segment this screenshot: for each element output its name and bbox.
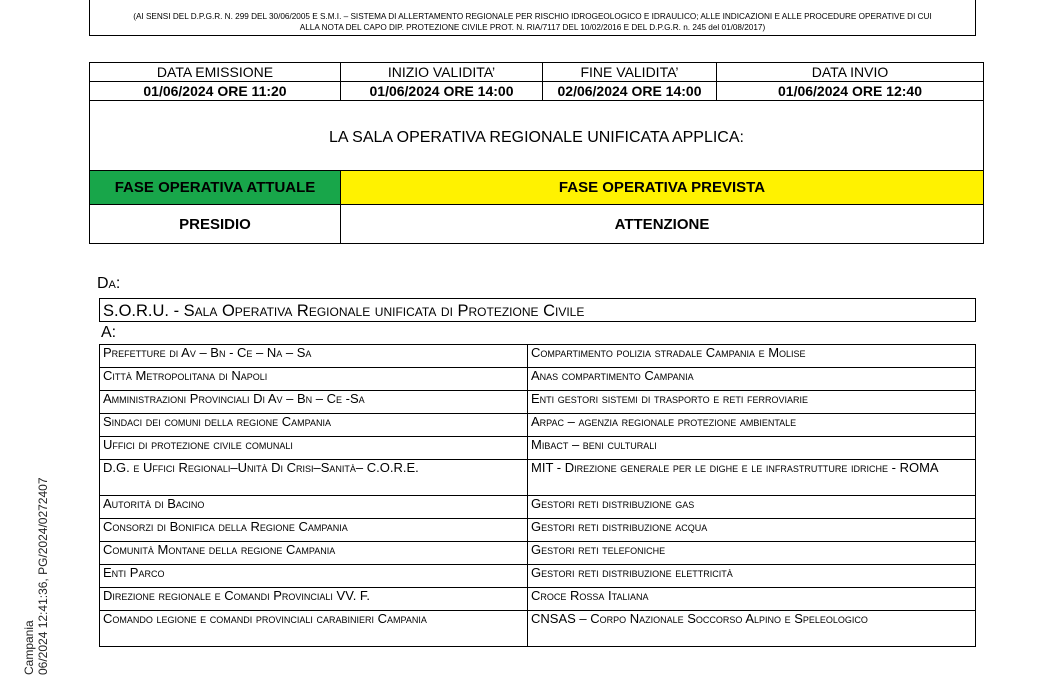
recipient-right: MIT - Direzione generale per le dighe e le infrastrutture idriche - ROMA xyxy=(528,460,976,496)
recipient-row xyxy=(100,345,976,368)
recipient-row xyxy=(100,414,976,437)
recipient-right: Gestori reti distribuzione gas xyxy=(528,496,976,519)
recipient-row xyxy=(100,519,976,542)
protocol-stamp xyxy=(22,477,50,675)
to-label: A: xyxy=(101,324,117,341)
recipient-left: Sindaci dei comuni della regione Campania xyxy=(100,414,528,437)
recipient-left: Uffici di protezione civile comunali xyxy=(100,437,528,460)
current-phase-value: PRESIDIO xyxy=(90,205,341,244)
recipient-left: Comunità Montane della regione Campania xyxy=(100,542,528,565)
recipient-right: Compartimento polizia stradale Campania e Molise xyxy=(528,345,976,368)
recipient-right: Anas compartimento Campania xyxy=(528,368,976,391)
forecast-phase-label: FASE OPERATIVA PREVISTA xyxy=(341,171,984,205)
recipient-left: Autorità di Bacino xyxy=(100,496,528,519)
recipient-right: Arpac – agenzia regionale protezione ambientale xyxy=(528,414,976,437)
phase-labels-row xyxy=(90,171,984,205)
value-data-emissione: 01/06/2024 ORE 11:20 xyxy=(90,82,341,101)
stamp-line-2: 06/2024 12:41:36, PG/2024/0272407 xyxy=(36,477,50,675)
header-line-1: (AI SENSI DEL D.P.G.R. N. 299 DEL 30/06/2005 E S.M.I. – SISTEMA DI ALLERTAMENTO REGIONALE PER RISCHIO IDROGEOLOGICO E IDRAULICO; ALLE INDICAZIONI E ALLE PROCEDURE OPERATIVE DI CUI xyxy=(133,12,932,21)
recipient-row xyxy=(100,368,976,391)
recipients-table xyxy=(99,344,976,647)
recipient-row xyxy=(100,391,976,414)
stamp-line-1: Campania xyxy=(22,620,36,675)
applica-row xyxy=(90,101,984,171)
value-data-invio: 01/06/2024 ORE 12:40 xyxy=(717,82,984,101)
recipient-row xyxy=(100,496,976,519)
recipient-row xyxy=(100,542,976,565)
label-fine-validita: FINE VALIDITA’ xyxy=(543,63,717,82)
recipient-row xyxy=(100,588,976,611)
phase-values-row xyxy=(90,205,984,244)
label-inizio-validita: INIZIO VALIDITA’ xyxy=(341,63,543,82)
from-value: S.O.R.U. - Sala Operativa Regionale unificata di Protezione Civile xyxy=(99,298,976,322)
recipient-right: Croce Rossa Italiana xyxy=(528,588,976,611)
recipient-row xyxy=(100,460,976,496)
validity-table xyxy=(89,62,984,244)
recipient-left: D.G. e Uffici Regionali–Unità Di Crisi–Sanità– C.O.R.E. xyxy=(100,460,528,496)
recipient-left: Comando legione e comandi provinciali carabinieri Campania xyxy=(100,611,528,647)
value-inizio-validita: 01/06/2024 ORE 14:00 xyxy=(341,82,543,101)
recipient-row xyxy=(100,565,976,588)
from-label: Da: xyxy=(97,275,121,292)
forecast-phase-value: ATTENZIONE xyxy=(341,205,984,244)
header-box xyxy=(89,0,976,36)
validity-values-row xyxy=(90,82,984,101)
recipient-row xyxy=(100,437,976,460)
recipient-right: Enti gestori sistemi di trasporto e reti ferroviarie xyxy=(528,391,976,414)
label-data-emissione: DATA EMISSIONE xyxy=(90,63,341,82)
recipient-right: CNSAS – Corpo Nazionale Soccorso Alpino e Speleologico xyxy=(528,611,976,647)
applica-text: LA SALA OPERATIVA REGIONALE UNIFICATA APPLICA: xyxy=(90,101,984,171)
value-fine-validita: 02/06/2024 ORE 14:00 xyxy=(543,82,717,101)
recipient-right: Gestori reti distribuzione acqua xyxy=(528,519,976,542)
recipient-left: Città Metropolitana di Napoli xyxy=(100,368,528,391)
current-phase-label: FASE OPERATIVA ATTUALE xyxy=(90,171,341,205)
recipient-left: Consorzi di Bonifica della Regione Campania xyxy=(100,519,528,542)
recipient-right: Gestori reti telefoniche xyxy=(528,542,976,565)
validity-labels-row xyxy=(90,63,984,82)
recipient-row xyxy=(100,611,976,647)
recipient-left: Enti Parco xyxy=(100,565,528,588)
label-data-invio: DATA INVIO xyxy=(717,63,984,82)
recipient-left: Amministrazioni Provinciali Di Av – Bn – Ce -Sa xyxy=(100,391,528,414)
recipient-right: Mibact – beni culturali xyxy=(528,437,976,460)
header-line-2: ALLA NOTA DEL CAPO DIP. PROTEZIONE CIVILE PROT. N. RIA/7117 DEL 10/02/2016 E DEL D.P.G.R. n. 245 del 01/08/2017) xyxy=(299,23,766,32)
recipient-left: Prefetture di Av – Bn - Ce – Na – Sa xyxy=(100,345,528,368)
recipient-right: Gestori reti distribuzione elettricità xyxy=(528,565,976,588)
recipient-left: Direzione regionale e Comandi Provinciali VV. F. xyxy=(100,588,528,611)
